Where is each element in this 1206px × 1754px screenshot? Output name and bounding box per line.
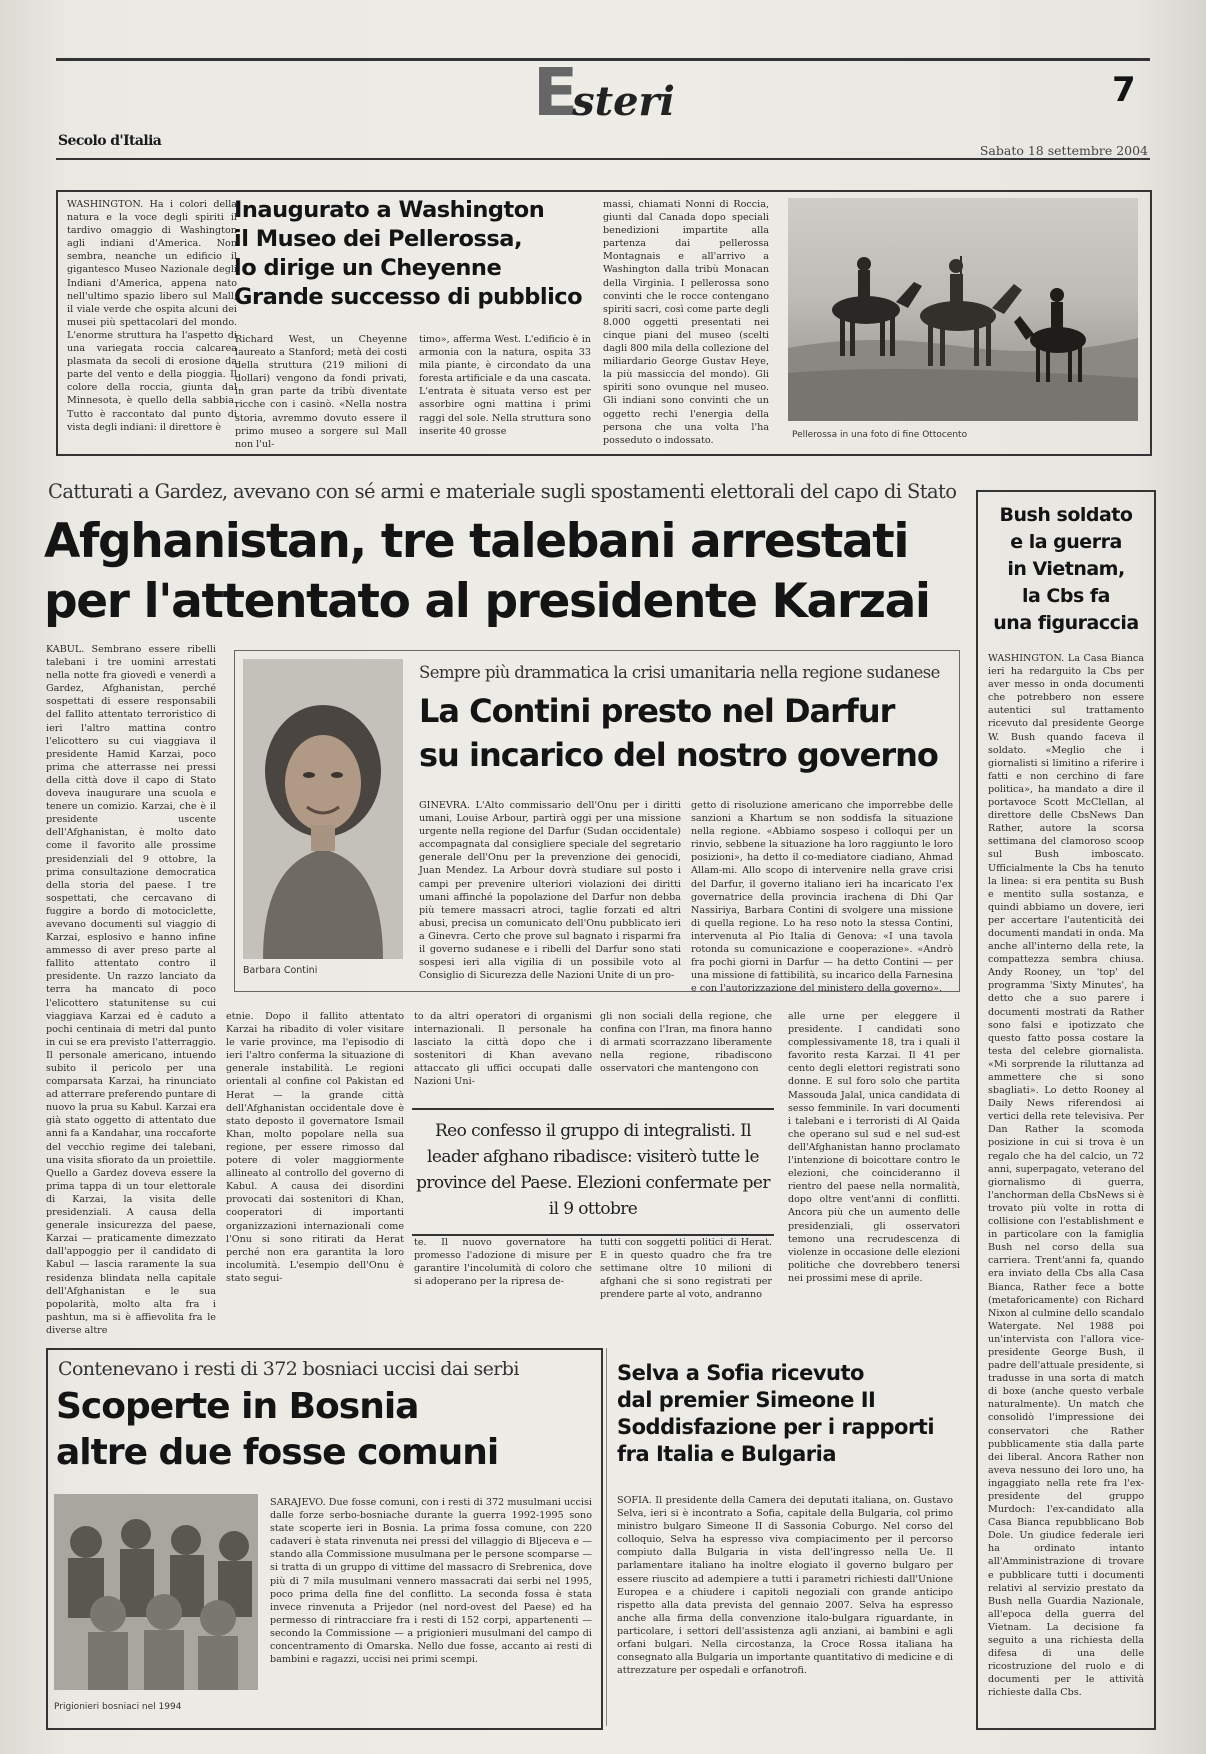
bush-headline-line: Bush soldato (999, 504, 1133, 526)
bush-headline-line: la Cbs fa (1021, 585, 1110, 607)
museum-col-3: timo», afferma West. L'edificio è in armonia con la natura, ospita 33 mila piante, è circondato da una foresta artificiale e da una cascata. L'entrata è situata verso est per assorbire ogni mattina i primi raggi del sole. Nella struttura sono inserite 40 grosse (419, 334, 591, 437)
afghan-col-c2: tutti con soggetti politici di Herat. E in questo quadro che fra tre settimane oltre 10 milioni di afghani che si sono registrati per prendere parte al voto, andranno (600, 1237, 772, 1301)
museum-headline-line: Grande successo di pubblico (234, 284, 583, 310)
afghan-pull-quote: Reo confesso il gruppo di integralisti. Il leader afghano ribadisce: visiterò tutte le province del Paese. Elezioni confermate per il 9 ottobre (416, 1121, 770, 1219)
sofia-headline-line: Selva a Sofia ricevuto (617, 1361, 864, 1385)
museum-article-box (56, 190, 1152, 456)
bush-headline-line: e la guerra (1010, 531, 1122, 553)
contini-col-1: GINEVRA. L'Alto commissario dell'Onu per i diritti umani, Louise Arbour, partirà oggi per una missione urgente nella regione del Darfur (Sudan occidentale) accompagnata dal consigliere speciale del segretario generale dell'Onu per la prevenzione dei genocidi, Juan Mendez. La Arbour dovrà studiare sul posto i campi per prevenire ulteriori violazioni dei diritti umani affinché la popolazione del Darfur non debba più temere massacri atroci, taglie forzati ed altri abusi, precisa un comunicato dell'Onu pubblicato ieri a Ginevra. Certo che prove sul bagnato i risparmi fra il governo sudanese e i ribelli del Darfur sono stati sospesi ieri alla vigilia di un possibile voto al Consiglio di Sicurezza delle Nazioni Unite di un pro- (419, 800, 681, 982)
afghan-kicker: Catturati a Gardez, avevano con sé armi e materiale sugli spostamenti elettorali del capo di Stato (48, 480, 957, 503)
paper-name: Secolo d'Italia (58, 133, 162, 149)
museum-headline-line: lo dirige un Cheyenne (234, 255, 502, 281)
museum-headline-line: Inaugurato a Washington (234, 197, 545, 223)
bosnia-headline-line: altre due fosse comuni (56, 1432, 499, 1473)
contini-headline-line: La Contini presto nel Darfur (419, 692, 895, 730)
contini-photo (243, 659, 403, 959)
sofia-body: SOFIA. Il presidente della Camera dei deputati italiana, on. Gustavo Selva, ieri si è incontrato a Sofia, capitale della Bulgaria, col primo ministro bulgaro Simeone II di Sassonia Coburgo. Nel corso del colloquio, Selva ha espresso viva compiacimento per il percorso compiuto dalla Bulgaria in vista dell'ingresso nella Ue. Il parlamentare italiano ha inoltre elogiato il governo bulgaro per essere riuscito ad adempiere a tutti i parametri richiesti dall'Unione Europea e a chiudere i capitoli negoziali con grande anticipo rispetto alla data prevista del gennaio 2007. Selva ha espresso anche alla firma della convenzione italo-bulgara riguardante, in particolare, i settori dell'assistenza agli anziani, ai bambini e agli orfani bulgari. Nella circostanza, la Croce Rossa italiana ha consegnato alla Bulgaria un importante quantitativo di medicine e di attrezzature per ospedali e orfanotrofi. (617, 1495, 953, 1677)
museum-col-1: WASHINGTON. Ha i colori della natura e la voce degli spiriti il tardivo omaggio di Washington agli indiani d'America. Non sembra, neanche un edificio il gigantesco Museo Nazionale degli Indiani d'America, appena nato nell'ultimo spazio libero sul Mall, il viale verde che ospita alcuni dei musei più spettacolari del mondo. L'enorme struttura ha l'aspetto di una variegata roccia calcarea plasmata da secoli di erosione da parte del vento e della pioggia. Il colore della roccia, giunta dal Minnesota, è quello della sabbia. Tutto è raccontato dal punto di vista degli indiani: il direttore è (67, 199, 237, 433)
page-number: 7 (1112, 70, 1136, 110)
sofia-headline-line: dal premier Simeone II (617, 1388, 876, 1412)
sofia-article-box (606, 1348, 959, 1726)
bosnia-headline (56, 1384, 591, 1476)
section-initial: E (533, 54, 579, 131)
sofia-headline (617, 1360, 957, 1468)
museum-photo (788, 198, 1138, 421)
museum-headline (234, 196, 624, 312)
contini-article-box (234, 650, 960, 995)
bush-body: WASHINGTON. La Casa Bianca ieri ha redarguito la Cbs per aver messo in onda documenti che potrebbero non essere autentici sul trattamento ricevuto dal presidente George W. Bush quando faceva il soldato. «Meglio che i giornalisti si limitino a riferire i fatti e non cerchino di fare politica», ha mandato a dire il portavoce Scott McClellan, al direttore delle CbsNews Dan Rather, autore la scorsa settimana del clamoroso scoop sul Bush imboscato. Ufficialmente la Cbs ha tenuto la linea: si era pentita su Bush e mentito sulla sostanza, e quindi abbiamo un dovere, ieri per accertare l'autenticità dei documenti mandati in onda. Ma anche all'interno della rete, la compattezza sembra chiusa. Andy Rooney, un 'top' del programma 'Sixty Minutes', ha detto che a suo parere i documenti mostrati da Rather sono falsi e ipotizzato che questo fatto possa costare la testa del celebre giornalista. «Mi sorprende la riluttanza ad ammettere che si sono sbagliati». Lo detto Rooney al Daily News riferendosi ai vertici della rete televisiva. Per Dan Rather la scomoda posizione in cui si trova è un regalo che ha del calcio, un 72 anni, superpagato, veterano del giornalismo di guerra, l'anchorman della CbsNews si è trovato più volte in rotta di collisione con l'establishment e in particolare con la famiglia Bush nel corso della sua carriera. Trent'anni fa, quando era inviato della Cbs alla Casa Bianca, Rather fece a botte (metaforicamente) con Richard Nixon al culmine dello scandalo Watergate. Nel 1988 poi un'intervista con l'allora vice-presidente George Bush, il padre dell'attuale presidente, si tradusse in una sorta di match di boxe (anche questo verbale naturalmente). Un match che consolidò l'impressione dei conservatori che Rather pubblicamente stia dalla parte dei liberal. Ancora Rather non aveva nessuno dei loro uno, ha ingaggiato nella rete fra l'ex-presidente del gruppo Murdoch: l'ex-candidato alla Casa Bianca repubblicano Bob Dole. Un giudice federale ieri ha ordinato intanto all'Amministrazione di trovare e pubblicare tutti i documenti relativi al servizio prestato da Bush nella Guardia Nazionale, all'epoca della guerra del Vietnam. La decisione fa seguito a una richiesta della difesa di una delle ricostruzione del ruolo e di documenti per le attività richieste dalla Cbs. (988, 653, 1144, 1699)
contini-headline-line: su incarico del nostro governo (419, 736, 938, 774)
afghan-col-b4: alle urne per eleggere il presidente. I candidati sono complessivamente 18, tra i quali il favorito resta Karzai. Il 41 per cento degli elettori registrati sono donne. E sul foro solo che partita Massouda Jalal, unica candidata di sesso femminile. In vari documenti i talebani e i terroristi di Al Qaida che operano sul sud e nel sud-est dell'Afghanistan hanno proclamato l'intenzione di boicottare contro le elezioni, che coincideranno il rientro del paese nella normalità, dopo oltre vent'anni di conflitti. Ancora più che un aumento delle presidenziali, gli osservatori temono una recrudescenza di violenze in occasione delle elezioni politiche che dovrebbero tenersi nei prossimi mese di aprile. (788, 1011, 960, 1284)
bosnia-photo-caption: Prigionieri bosniaci nel 1994 (54, 1702, 182, 1712)
afghan-col-c1: te. Il nuovo governatore ha promesso l'adozione di misure per garantire l'incolumità di coloro che si adoperano per la ripresa de- (414, 1237, 592, 1288)
afghan-col-b3: gli non sociali della regione, che confina con l'Iran, ma finora hanno di armati scorrazzano liberamente nella regione, ribadiscono osservatori che mantengono con (600, 1011, 772, 1075)
contini-col-2: getto di risoluzione americano che imporrebbe delle sanzioni a Khartum se non soddisfa la situazione nella regione. «Abbiamo sospeso i colloqui per un rinvio, sebbene la situazione ha loro raggiunto le loro posizioni», ha detto il co-mediatore ciadiano, Ahmad Allam-mi. Allo scopo di intervenire nella grave crisi del Darfur, il governo italiano ieri ha incaricato l'ex governatrice della provincia irachena di Dhi Qar Nassiriya, Barbara Contini di svolgere una missione di quella regione. Lo ha reso noto la stessa Contini, intervenuta al Pio Italia di Genova: «I una tavola rotonda su comunicazione e cooperazione». «Andrò fra pochi giorni in Darfur — ha detto Contini — per una missione di fattibilità, su incarico della Farnesina e con l'autorizzazione del ministero della governo». (691, 800, 953, 995)
section-title (533, 54, 675, 131)
afghan-headline (44, 512, 969, 632)
museum-col-2: Richard West, un Cheyenne laureato a Stanford; metà dei costi della struttura (219 milioni di dollari) vengono da fondi privati, in gran parte da tribù diventate ricche con i casinò. «Nella nostra storia, avremmo dovuto essere il primo museo a sorgere sul Mall non l'ul- (235, 334, 407, 450)
horsemen-illustration (788, 198, 1138, 421)
contini-headline (419, 689, 954, 777)
bush-headline-line: una figuraccia (993, 612, 1139, 634)
contini-photo-caption: Barbara Contini (243, 965, 318, 976)
sofia-headline-line: fra Italia e Bulgaria (617, 1442, 837, 1466)
section-rest: steri (572, 78, 675, 125)
top-rule (56, 58, 1150, 61)
issue-date: Sabato 18 settembre 2004 (979, 143, 1148, 158)
afghan-col-b2: to da altri operatori di organismi internazionali. Il personale ha lasciato la città dopo che i sostenitori di Khan avevano attaccato gli uffici occupati dalle Nazioni Uni- (414, 1011, 592, 1088)
bush-headline-line: in Vietnam, (1007, 558, 1125, 580)
afghan-left-column: KABUL. Sembrano essere ribelli talebani i tre uomini arrestati nella notte fra giovedì e venerdì a Gardez, Afghanistan, perché sospettati di essere responsabili del fallito attentato terroristico di ieri l'altro mattina contro l'elicottero su cui viaggiava il presidente Hamid Karzai, poco prima che atterrasse nei pressi della città dove il capo di Stato doveva inaugurare una scuola e tenere un comizio. Karzai, che è il presidente uscente dell'Afghanistan, è molto dato come il favorito alle prossime presidenziali del 9 ottobre, la prima consultazione democratica della storia del paese. I tre sospettati, che cercavano di fuggire a bordo di motociclette, avevano documenti sul viaggio di Karzai, esplosivo e hanno infine ammesso di aver preso parte al fallito attentato contro il presidente. Un razzo lanciato da terra ha mancato di poco l'elicottero statunitense su cui viaggiava Karzai ed è caduto a pochi centinaia di metri dal punto in cui se era previsto l'atterraggio. Il personale americano, intuendo subito il pericolo per una comparsata Karzai, ha rinunciato ad atterrare preferendo puntare di nuovo la prua su Kabul. Karzai era già stato oggetto di attentato due anni fa a Kandahar, una roccaforte del vecchio regime dei talebani, una visita sfiorato da un proiettile. Quello a Gardez doveva essere la prima tappa di un tour elettorale di Karzai, la visita delle presidenziali. A causa della generale insicurezza del paese, Karzai — praticamente dimezzato dall'appoggio per il candidato di Kabul — lascia raramente la sua residenza blindata nella capitale dell'Afghanistan e le sua popolarità, molto alta fra i pashtun, ma si è affievolita fra le diverse altre (46, 644, 216, 1336)
bosnia-article-box (46, 1348, 603, 1730)
afghan-headline-line: per l'attentato al presidente Karzai (44, 574, 930, 629)
sofia-headline-line: Soddisfazione per i rapporti (617, 1415, 935, 1439)
masthead-rule (56, 158, 1150, 160)
bosnia-body: SARAJEVO. Due fosse comuni, con i resti di 372 musulmani uccisi dalle forze serbo-bosniache durante la guerra 1992-1995 sono state scoperte ieri in Bosnia. La prima fossa comune, con 220 cadaveri è stata rinvenuta nei pressi del villaggio di Bljeceva e — stando alla Commissione musulmana per le persone scomparse — si tratta di un gruppo di vittime del massacro di Srebrenica, dove più di 7 mila musulmani vennero massacrati dai serbi nel 1995, poco prima della fine del conflitto. La seconda fossa è stata invece rinvenuta a Prijedor (nel nord-ovest del Paese) ed ha permesso di rintracciare fra i resti di 152 corpi, appartenenti — secondo la Commissione — a prigionieri musulmani del campo di concentramento di Omarska. Nello due fosse, accanto ai resti di bambini e ragazzi, uccisi nei primi scempi. (270, 1497, 592, 1666)
bosnia-headline-line: Scoperte in Bosnia (56, 1386, 419, 1427)
bush-headline (982, 502, 1150, 637)
afghan-col-b1: etnie. Dopo il fallito attentato Karzai ha ribadito di voler visitare le varie province, ma l'episodio di ieri l'altro conferma la situazione di generale instabilità. Le regioni orientali al confine col Pakistan ed Herat — la grande città dell'Afghanistan occidentale dove è stato deposto il governatore Ismail Khan, molto popolare nella sua regione, per essere rimosso dal potere di voler maggiormente allineato al controllo del governo di Kabul. A causa dei disordini provocati dai sostenitori di Khan, cooperatori di importanti organizzazioni internazionali come l'Onu si sono ritirati da Herat perché non era garantita la loro incolumità. L'esempio dell'Onu è stato segui- (226, 1011, 404, 1284)
museum-photo-caption: Pellerossa in una foto di fine Ottocento (792, 430, 968, 440)
afghan-pull-quote-box (412, 1108, 774, 1236)
bosnia-photo (54, 1494, 258, 1690)
museum-headline-line: il Museo dei Pellerossa, (234, 226, 523, 252)
prisoners-illustration (54, 1494, 258, 1690)
contini-portrait (243, 659, 403, 959)
afghan-headline-line: Afghanistan, tre talebani arrestati (44, 514, 909, 569)
bosnia-kicker: Contenevano i resti di 372 bosniaci uccisi dai serbi (58, 1358, 519, 1380)
museum-col-4: massi, chiamati Nonni di Roccia, giunti dal Canada dopo speciali benedizioni impartite alla partenza dai pellerossa Montagnais e all'arrivo a Washington dalla tribù Monacan della Virginia. I pellerossa sono convinti che le rocce contengano spiriti sacri, così come parte degli 8.000 oggetti presentati nei cinque piani del museo (scelti dagli 800 mila della collezione del miliardario George Gustav Heye, la più massiccia del mondo). Gli spiriti sono ovunque nel museo. Gli indiani sono convinti che un oggetto rechi l'energia della persona che una volta l'ha posseduto o indossato. (603, 199, 769, 446)
contini-kicker: Sempre più drammatica la crisi umanitaria nella regione sudanese (419, 663, 940, 682)
bush-sidebar-box (976, 490, 1156, 1730)
